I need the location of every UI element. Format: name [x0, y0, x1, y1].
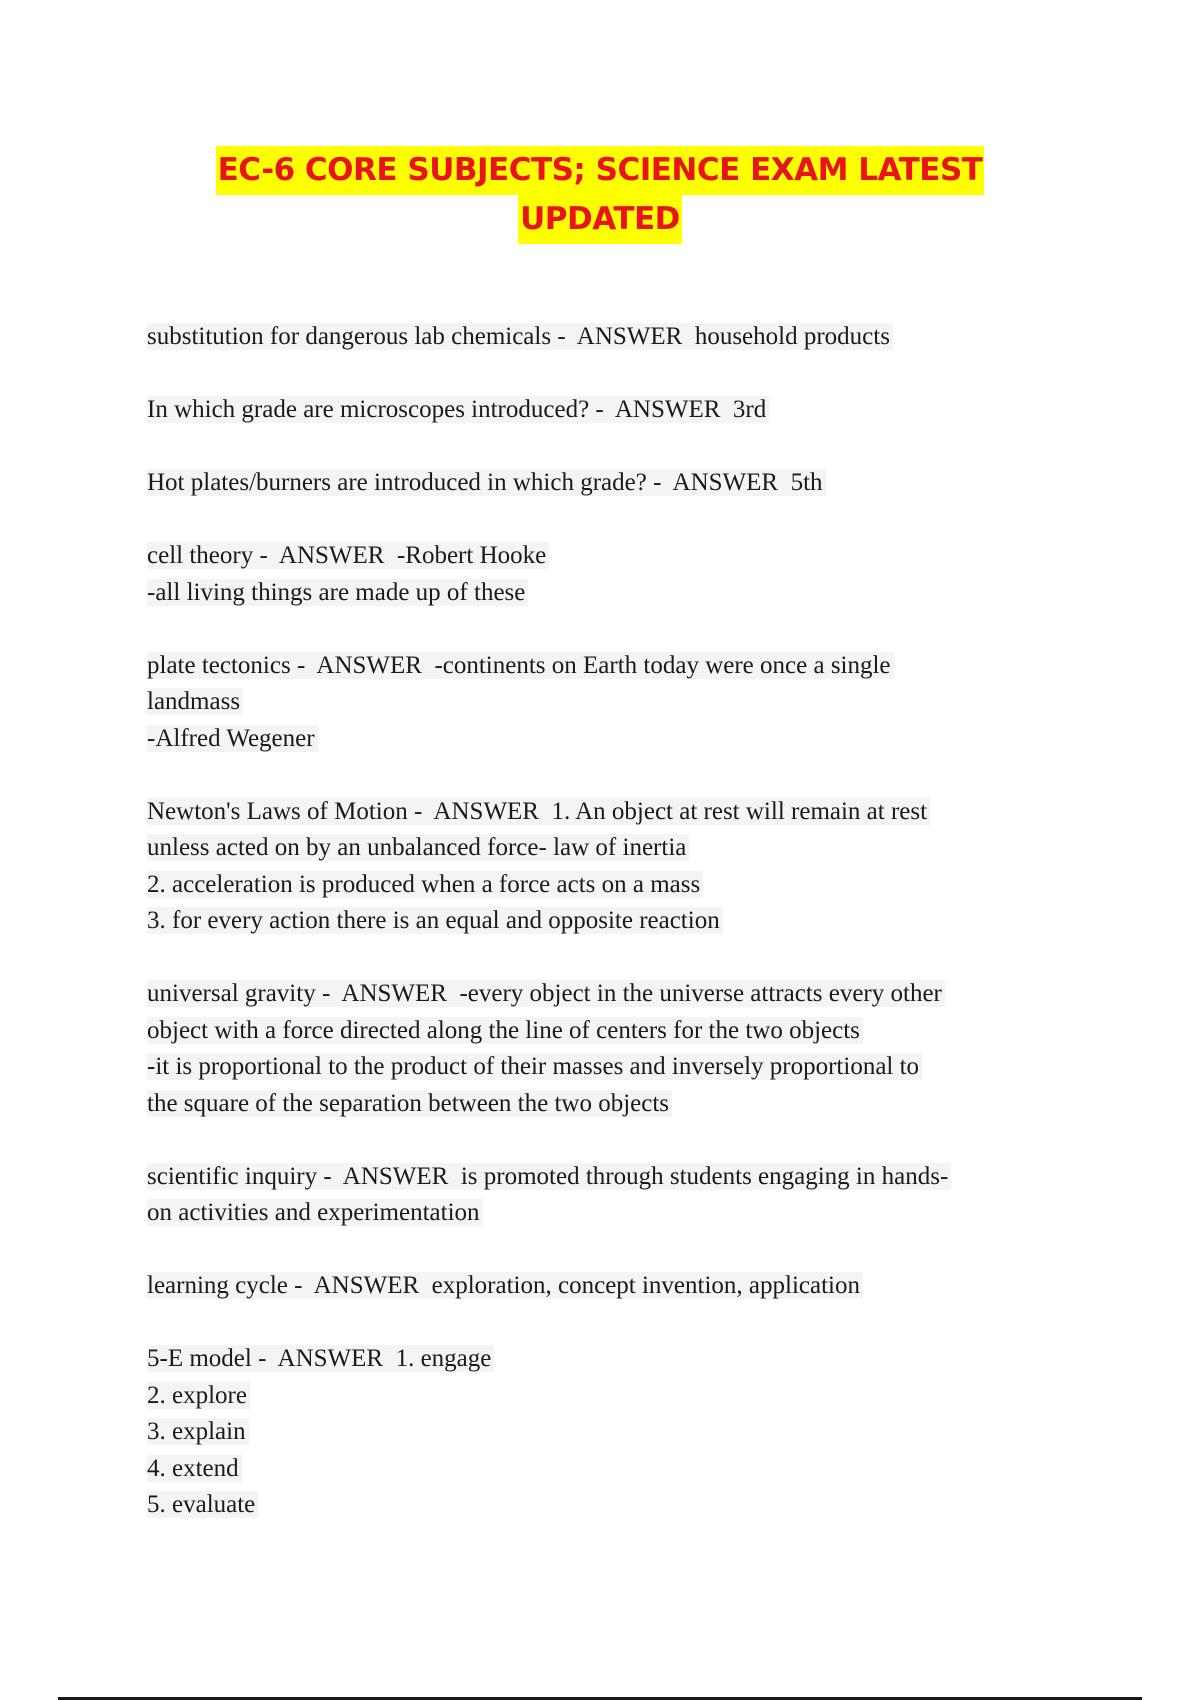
qa-line: 3. explain	[147, 1418, 249, 1445]
qa-line: 5-E model - ANSWER 1. engage	[147, 1345, 494, 1372]
qa-list	[147, 319, 1067, 1524]
document-title	[0, 146, 1200, 244]
title-line-2: UPDATED	[518, 195, 682, 244]
title-line-1: EC-6 CORE SUBJECTS; SCIENCE EXAM LATEST	[216, 146, 985, 195]
qa-line: substitution for dangerous lab chemicals - ANSWER household products	[147, 323, 893, 350]
qa-line: -it is proportional to the product of their masses and inversely proportional to	[147, 1053, 922, 1080]
qa-line: universal gravity - ANSWER -every object in the universe attracts every other	[147, 980, 945, 1007]
qa-line: scientific inquiry - ANSWER is promoted through students engaging in hands-	[147, 1163, 951, 1190]
qa-line: 2. acceleration is produced when a force acts on a mass	[147, 871, 703, 898]
qa-item	[147, 976, 1067, 1122]
qa-line: on activities and experimentation	[147, 1199, 483, 1226]
qa-line: object with a force directed along the line of centers for the two objects	[147, 1017, 863, 1044]
qa-line: 2. explore	[147, 1382, 250, 1409]
qa-line: 3. for every action there is an equal and opposite reaction	[147, 907, 723, 934]
qa-line: the square of the separation between the two objects	[147, 1090, 672, 1117]
qa-line: unless acted on by an unbalanced force- law of inertia	[147, 834, 689, 861]
qa-line: cell theory - ANSWER -Robert Hooke	[147, 542, 549, 569]
qa-line: plate tectonics - ANSWER -continents on Earth today were once a single	[147, 652, 894, 679]
qa-item	[147, 538, 1067, 611]
qa-item	[147, 794, 1067, 940]
qa-line: 4. extend	[147, 1455, 242, 1482]
qa-line: 5. evaluate	[147, 1491, 258, 1518]
qa-line: Newton's Laws of Motion - ANSWER 1. An object at rest will remain at rest	[147, 798, 930, 825]
qa-item	[147, 465, 1067, 502]
qa-line: In which grade are microscopes introduced? - ANSWER 3rd	[147, 396, 769, 423]
qa-item	[147, 1268, 1067, 1305]
qa-item	[147, 648, 1067, 758]
qa-item	[147, 319, 1067, 356]
qa-line: learning cycle - ANSWER exploration, concept invention, application	[147, 1272, 863, 1299]
qa-line: landmass	[147, 688, 243, 715]
qa-line: -Alfred Wegener	[147, 725, 318, 752]
qa-item	[147, 1159, 1067, 1232]
qa-item	[147, 1341, 1067, 1524]
qa-line: -all living things are made up of these	[147, 579, 528, 606]
qa-line: Hot plates/burners are introduced in which grade? - ANSWER 5th	[147, 469, 826, 496]
qa-item	[147, 392, 1067, 429]
